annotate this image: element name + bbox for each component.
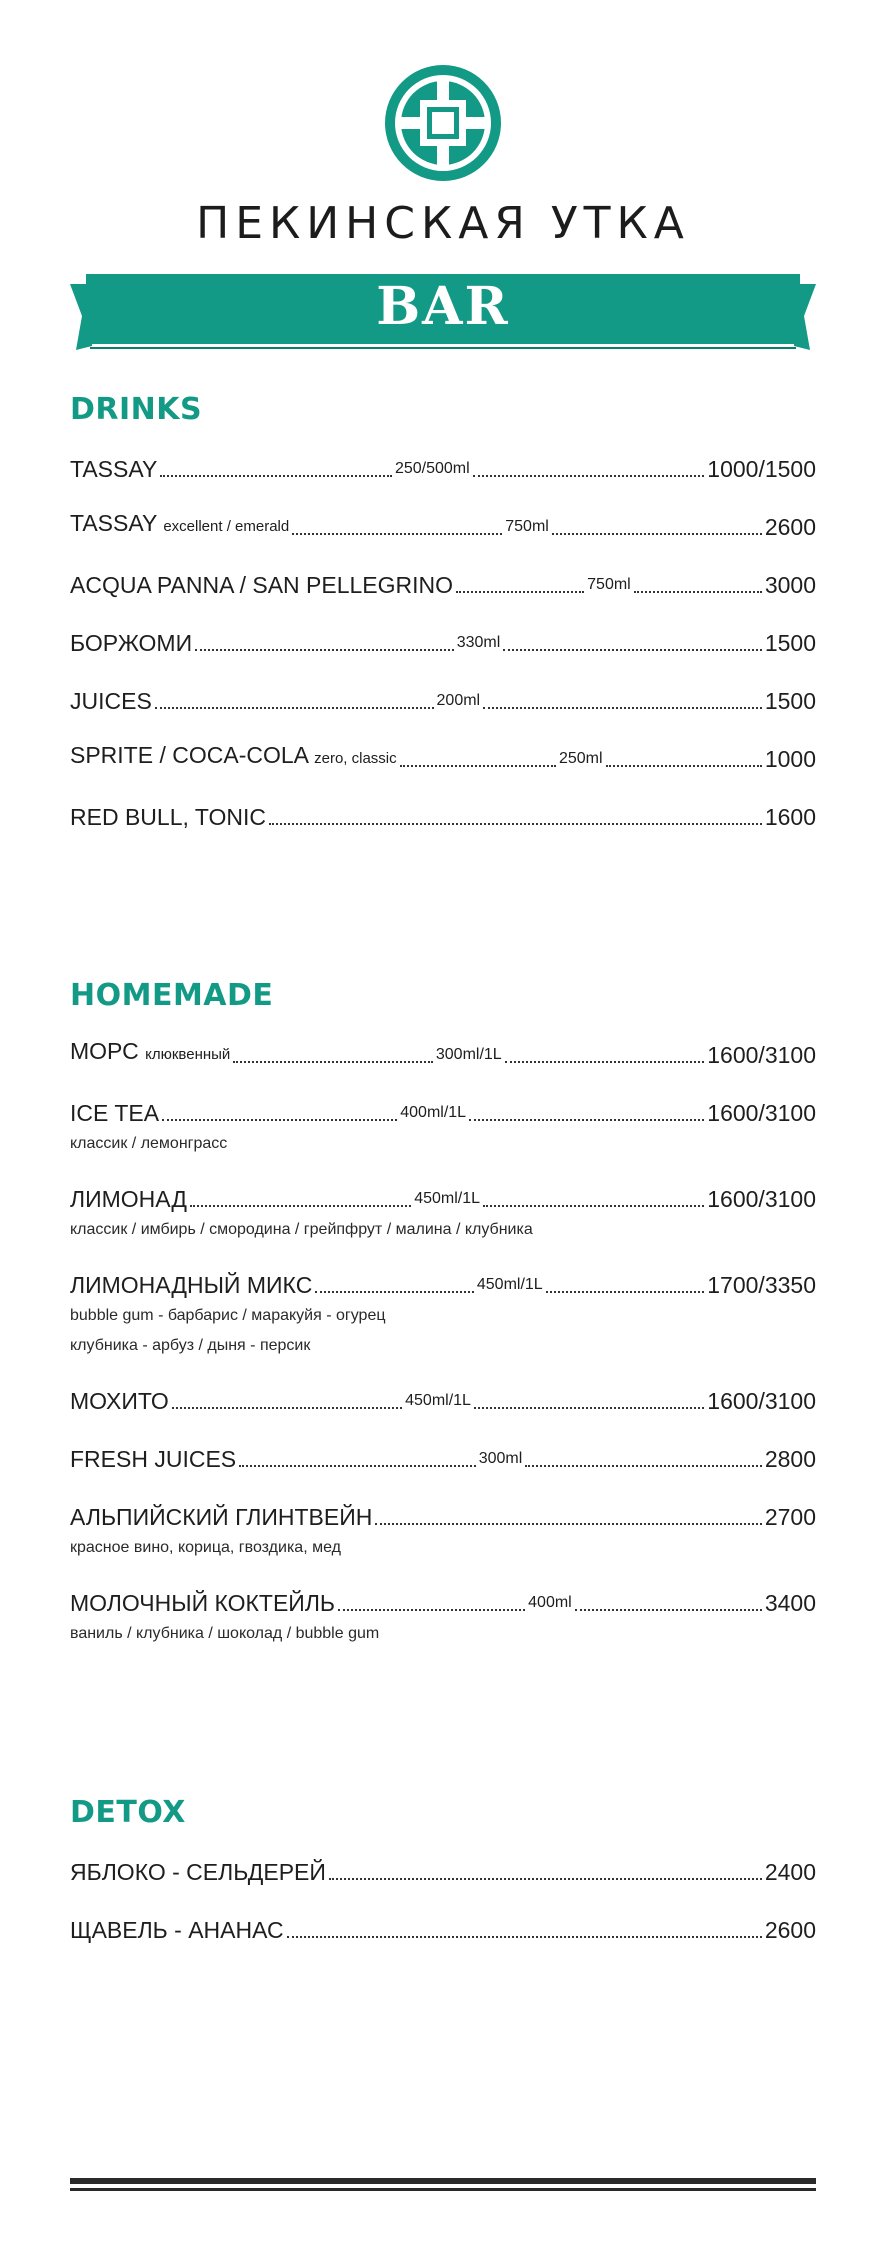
item-note: zero, classic — [314, 750, 397, 767]
leader-dots — [162, 1119, 397, 1121]
item-price: 3000 — [764, 572, 816, 598]
item-volume: 750ml — [587, 576, 631, 593]
item-name-text: FRESH JUICES — [70, 1446, 237, 1472]
item-name-text: ЩАВЕЛЬ - АНАНАС — [70, 1917, 284, 1943]
leader-dots — [552, 533, 762, 535]
item-name — [70, 740, 397, 774]
item-description: bubble gum - барбарис / маракуйя - огурец — [70, 1307, 386, 1324]
menu-item — [70, 1382, 816, 1416]
leader-dots — [503, 649, 762, 651]
item-name — [70, 508, 289, 542]
item-name-text: SPRITE / COCA-COLA — [70, 742, 308, 768]
item-name — [70, 1386, 169, 1416]
footer-rule — [70, 2178, 816, 2184]
leader-dots — [575, 1609, 762, 1611]
item-name — [70, 454, 157, 484]
item-volume: 330ml — [456, 634, 501, 651]
item-volume: 200ml — [436, 692, 481, 709]
item-description: клубника - арбуз / дыня - персик — [70, 1337, 311, 1354]
leader-dots — [634, 591, 762, 593]
leader-dots — [483, 707, 762, 709]
item-note: клюквенный — [145, 1046, 231, 1063]
footer-rule-thin — [70, 2188, 816, 2191]
item-name-text: ЯБЛОКО - СЕЛЬДЕРЕЙ — [70, 1859, 326, 1885]
item-price: 1000 — [764, 746, 817, 772]
leader-dots — [483, 1205, 704, 1207]
item-name — [70, 1444, 236, 1474]
item-name-text: RED BULL, TONIC — [70, 804, 266, 830]
item-price: 1600/3100 — [707, 1042, 816, 1068]
item-volume: 750ml — [505, 518, 549, 535]
item-name — [70, 1098, 159, 1128]
item-name-text: TASSAY — [70, 456, 158, 482]
leader-dots — [155, 707, 434, 709]
item-name-text: БОРЖОМИ — [70, 630, 193, 656]
section-title: DETOX — [70, 1795, 186, 1830]
item-volume: 300ml/1L — [435, 1046, 502, 1063]
menu-item — [70, 1498, 816, 1532]
item-volume: 400ml — [528, 1594, 572, 1611]
item-name — [70, 1184, 187, 1214]
brand-logo — [0, 60, 886, 180]
item-volume: 450ml/1L — [414, 1190, 481, 1207]
item-name-text: ЛИМОНАД — [70, 1186, 187, 1212]
leader-dots — [195, 649, 454, 651]
item-volume: 450ml/1L — [476, 1276, 543, 1293]
section-title: DRINKS — [70, 392, 203, 427]
item-volume: 250/500ml — [394, 460, 470, 477]
section-banner — [70, 270, 816, 360]
item-volume: 300ml — [478, 1450, 523, 1467]
item-name — [70, 1857, 326, 1887]
item-name-text: МОЛОЧНЫЙ КОКТЕЙЛЬ — [70, 1590, 336, 1616]
item-name — [70, 1588, 335, 1618]
leader-dots — [456, 591, 584, 593]
item-price: 1600/3100 — [707, 1100, 817, 1126]
item-volume: 450ml/1L — [405, 1392, 471, 1409]
leader-dots — [474, 1407, 704, 1409]
menu-item — [70, 624, 816, 658]
leader-dots — [172, 1407, 402, 1409]
item-name — [70, 1915, 284, 1945]
item-price: 1500 — [764, 688, 817, 714]
item-price: 1600 — [764, 804, 816, 830]
leader-dots — [315, 1291, 474, 1293]
item-name — [70, 802, 266, 832]
item-price: 1600/3100 — [707, 1388, 817, 1414]
menu-item — [70, 1911, 816, 1945]
item-price: 2600 — [764, 1917, 816, 1943]
item-description: красное вино, корица, гвоздика, мед — [70, 1539, 341, 1556]
menu-item — [70, 508, 816, 542]
item-name-text: МОХИТО — [70, 1388, 169, 1414]
leader-dots — [190, 1205, 411, 1207]
item-name — [70, 1502, 372, 1532]
leader-dots — [400, 765, 556, 767]
menu-item — [70, 1266, 816, 1300]
item-note: excellent / emerald — [163, 518, 290, 535]
leader-dots — [606, 765, 762, 767]
item-price: 1000/1500 — [707, 456, 817, 482]
item-name — [70, 570, 453, 600]
leader-dots — [269, 823, 762, 825]
item-name-text: ACQUA PANNA / SAN PELLEGRINO — [70, 572, 454, 598]
item-volume: 250ml — [558, 750, 603, 767]
menu-item — [70, 1036, 816, 1070]
item-price: 1500 — [764, 630, 816, 656]
menu-item — [70, 740, 816, 774]
item-name-text: JUICES — [70, 688, 152, 714]
leader-dots — [160, 475, 392, 477]
leader-dots — [287, 1936, 762, 1938]
item-name-text: ЛИМОНАДНЫЙ МИКС — [70, 1272, 313, 1298]
leader-dots — [329, 1878, 762, 1880]
banner-title: BAR — [376, 276, 510, 337]
leader-dots — [546, 1291, 705, 1293]
item-volume: 400ml/1L — [400, 1104, 467, 1121]
item-price: 3400 — [764, 1590, 816, 1616]
menu-item — [70, 1853, 816, 1887]
item-name — [70, 628, 192, 658]
item-price: 2700 — [764, 1504, 816, 1530]
item-name-text: МОРС — [70, 1038, 139, 1064]
leader-dots — [525, 1465, 762, 1467]
item-price: 2400 — [764, 1859, 816, 1885]
item-name-text: ICE TEA — [70, 1100, 160, 1126]
menu-item — [70, 566, 816, 600]
item-price: 2600 — [764, 514, 817, 540]
leader-dots — [233, 1061, 433, 1063]
leader-dots — [375, 1523, 761, 1525]
item-name-text: TASSAY — [70, 510, 157, 536]
menu-item — [70, 1584, 816, 1618]
item-price: 1700/3350 — [707, 1272, 816, 1298]
leader-dots — [239, 1465, 476, 1467]
item-name — [70, 1270, 312, 1300]
item-name — [70, 686, 152, 716]
leader-dots — [338, 1609, 525, 1611]
item-description: классик / лемонграсс — [70, 1135, 228, 1152]
item-price: 2800 — [764, 1446, 817, 1472]
menu-item — [70, 798, 816, 832]
menu-item — [70, 450, 816, 484]
item-name — [70, 1036, 230, 1070]
menu-item — [70, 682, 816, 716]
coin-emblem-icon — [380, 60, 506, 186]
leader-dots — [505, 1061, 705, 1063]
item-name-text: АЛЬПИЙСКИЙ ГЛИНТВЕЙН — [70, 1504, 373, 1530]
restaurant-name: ПЕКИНСКАЯ УТКА — [196, 198, 690, 249]
leader-dots — [469, 1119, 704, 1121]
item-description: классик / имбирь / смородина / грейпфрут / малина / клубника — [70, 1221, 533, 1238]
menu-item — [70, 1180, 816, 1214]
leader-dots — [292, 533, 502, 535]
section-title: HOMEMADE — [70, 978, 274, 1013]
menu-item — [70, 1440, 816, 1474]
leader-dots — [473, 475, 705, 477]
item-price: 1600/3100 — [707, 1186, 816, 1212]
item-description: ваниль / клубника / шоколад / bubble gum — [70, 1625, 380, 1642]
menu-item — [70, 1094, 816, 1128]
